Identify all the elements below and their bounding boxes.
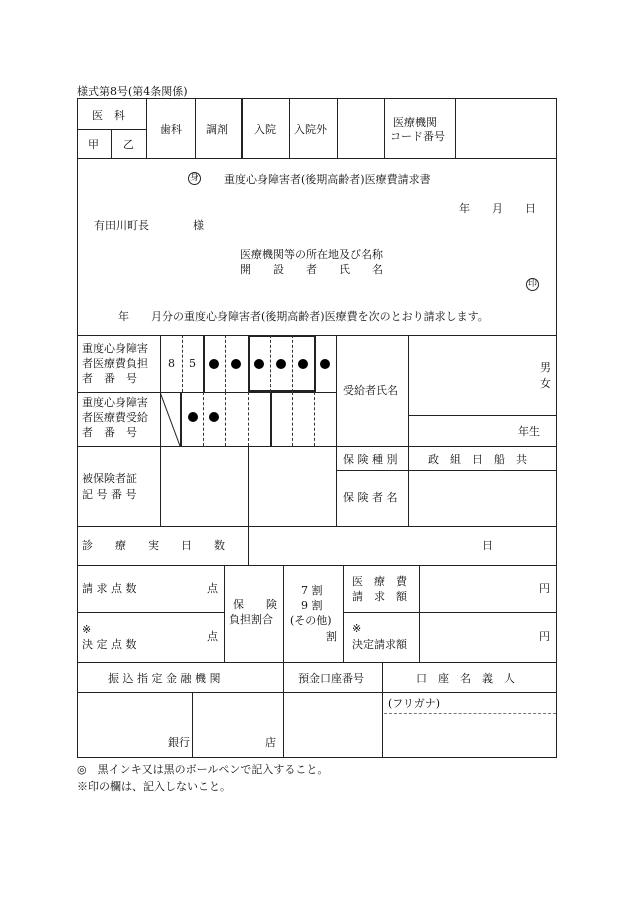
institution-label: 医療機関等の所在地及び名称 [240,248,383,261]
grid-line [336,446,337,526]
digit-placeholder [254,359,264,369]
grid-line [343,612,556,613]
header-bottom [77,158,557,159]
insurance-type-options: 政 組 日 船 共 [428,453,527,466]
ratio-7: 7 割 [301,584,323,597]
date-line: 年 月 日 [459,202,536,215]
payer-label-2: 者医療費負担 [82,357,148,370]
seal-mark: 印 [527,279,537,289]
grid-line [336,470,556,471]
frame-top [77,98,557,99]
digit-placeholder [276,359,286,369]
furigana-divider [384,713,556,714]
bank-suffix: 銀行 [168,736,190,749]
grid-line [77,565,557,566]
medical-fee-label-1: 医 療 費 [352,575,407,588]
decided-amount-label: 決定請求額 [352,638,407,651]
digit-separator [225,335,226,392]
grid-line [408,335,409,446]
shika-label: 歯科 [160,123,182,136]
decided-points-label: 決 定 点 数 [82,638,137,651]
digit-separator [314,392,315,446]
digit-placeholder [320,359,330,369]
digit-separator [292,335,293,392]
grid-line [283,662,284,757]
recipient-no-label-2: 者医療費受給 [82,411,148,424]
grid-line [248,446,249,526]
addressee: 有田川町長 様 [94,219,204,232]
payer-digit-2: 5 [189,357,196,370]
grid-line [343,565,344,662]
header-divider [146,98,147,158]
ratio-other: (その他) [290,614,332,627]
digit-bracket [248,390,316,392]
ratio-unit: 割 [326,630,337,643]
digit-separator [270,335,271,392]
yen-1: 円 [539,582,550,595]
mark-1: ※ [82,623,92,636]
mark-2: ※ [352,622,362,635]
header-divider [384,98,385,158]
recipient-name-label: 受給者氏名 [343,384,398,397]
grid-line [77,692,557,693]
digit-placeholder [188,412,198,422]
frame-left [77,98,78,757]
header-divider [111,129,112,158]
header-divider [241,98,243,158]
grid-line [192,692,193,757]
grid-line [77,446,557,447]
nyuingai-label: 入院外 [294,123,327,136]
gender-male: 男 [540,361,551,374]
birth-suffix: 年生 [518,425,540,438]
insured-label-2: 記 号 番 号 [82,488,137,501]
frame-right [556,98,557,757]
digit-placeholder [231,359,241,369]
shin-mark: 身 [189,173,199,183]
nyuin-label: 入院 [254,123,276,136]
insured-label-1: 被保険者証 [82,472,137,485]
ratio-9: 9 割 [301,599,323,612]
digit-separator [225,392,226,446]
account-no-label: 預金口座番号 [298,672,364,685]
request-sentence: 年 月分の重度心身障害者(後期高齢者)医療費を次のとおり請求します。 [118,310,489,323]
code-label-1: 医療機関 [393,116,437,129]
digit-separator [182,335,183,392]
furigana-label: (フリガナ) [388,697,441,710]
header-divider [289,98,290,158]
grid-line [419,565,420,662]
note-2: ※印の欄は、記入しないこと。 [77,780,231,793]
code-label-2: コード番号 [390,130,445,143]
burden-label-2: 負担割合 [229,613,273,626]
recipient-no-label-1: 重度心身障害 [82,396,148,409]
digit-bracket [270,392,272,446]
recipient-no-label-3: 者 番 号 [82,426,137,439]
burden-label-1: 保 険 [233,598,277,611]
grid-line [408,446,409,526]
grid-line [248,526,249,565]
header-divider [195,98,196,158]
ko-label: 甲 [88,138,99,151]
chozai-label: 調剤 [206,123,228,136]
payer-digit-1: 8 [168,357,175,370]
grid-line [77,526,557,527]
insurer-name-label: 保 険 者 名 [343,491,398,504]
grid-line [77,612,224,613]
ika-label: 医 科 [92,109,125,122]
form-number: 様式第8号(第4条関係) [77,85,188,98]
insurance-type-label: 保 険 種 別 [343,453,398,466]
grid-line [77,392,336,393]
grid-line [408,415,556,416]
grid-line [224,565,225,662]
account-holder-label: 口 座 名 義 人 [416,672,515,685]
digit-separator [203,392,204,446]
digit-separator [248,392,249,446]
header-divider [455,98,456,158]
grid-line [77,662,557,663]
otsu-label: 乙 [123,138,134,151]
digit-placeholder [209,412,219,422]
digit-placeholder [209,359,219,369]
branch-suffix: 店 [265,736,276,749]
digit-placeholder [298,359,308,369]
grid-line [283,565,284,662]
request-points-unit: 点 [207,582,218,595]
digit-bracket [203,335,205,392]
yen-2: 円 [539,630,550,643]
gender-female: 女 [540,377,551,390]
grid-line [382,662,383,757]
bank-institution-label: 振 込 指 定 金 融 機 関 [108,672,221,685]
digit-separator [292,392,293,446]
payer-label-1: 重度心身障害 [82,342,148,355]
diagonal-slash [160,392,182,446]
form-title: 重度心身障害者(後期高齢者)医療費請求書 [224,173,431,186]
grid-line [160,446,161,526]
frame-bottom [77,757,557,758]
grid-line [336,335,337,446]
header-divider [337,98,338,158]
decided-points-unit: 点 [207,630,218,643]
days-label: 診 療 実 日 数 [82,539,225,552]
payer-label-3: 者 番 号 [82,372,137,385]
digit-bracket [314,335,316,392]
digit-bracket [248,335,250,392]
digit-bracket [248,335,316,337]
note-1: ◎ 黒インキ又は黒のボールペンで記入すること。 [77,763,329,776]
medical-fee-label-2: 請 求 額 [352,590,407,603]
founder-label: 開 設 者 氏 名 [240,263,383,276]
request-points-label: 請 求 点 数 [82,582,137,595]
title-bottom [77,335,557,336]
days-unit: 日 [482,539,493,552]
